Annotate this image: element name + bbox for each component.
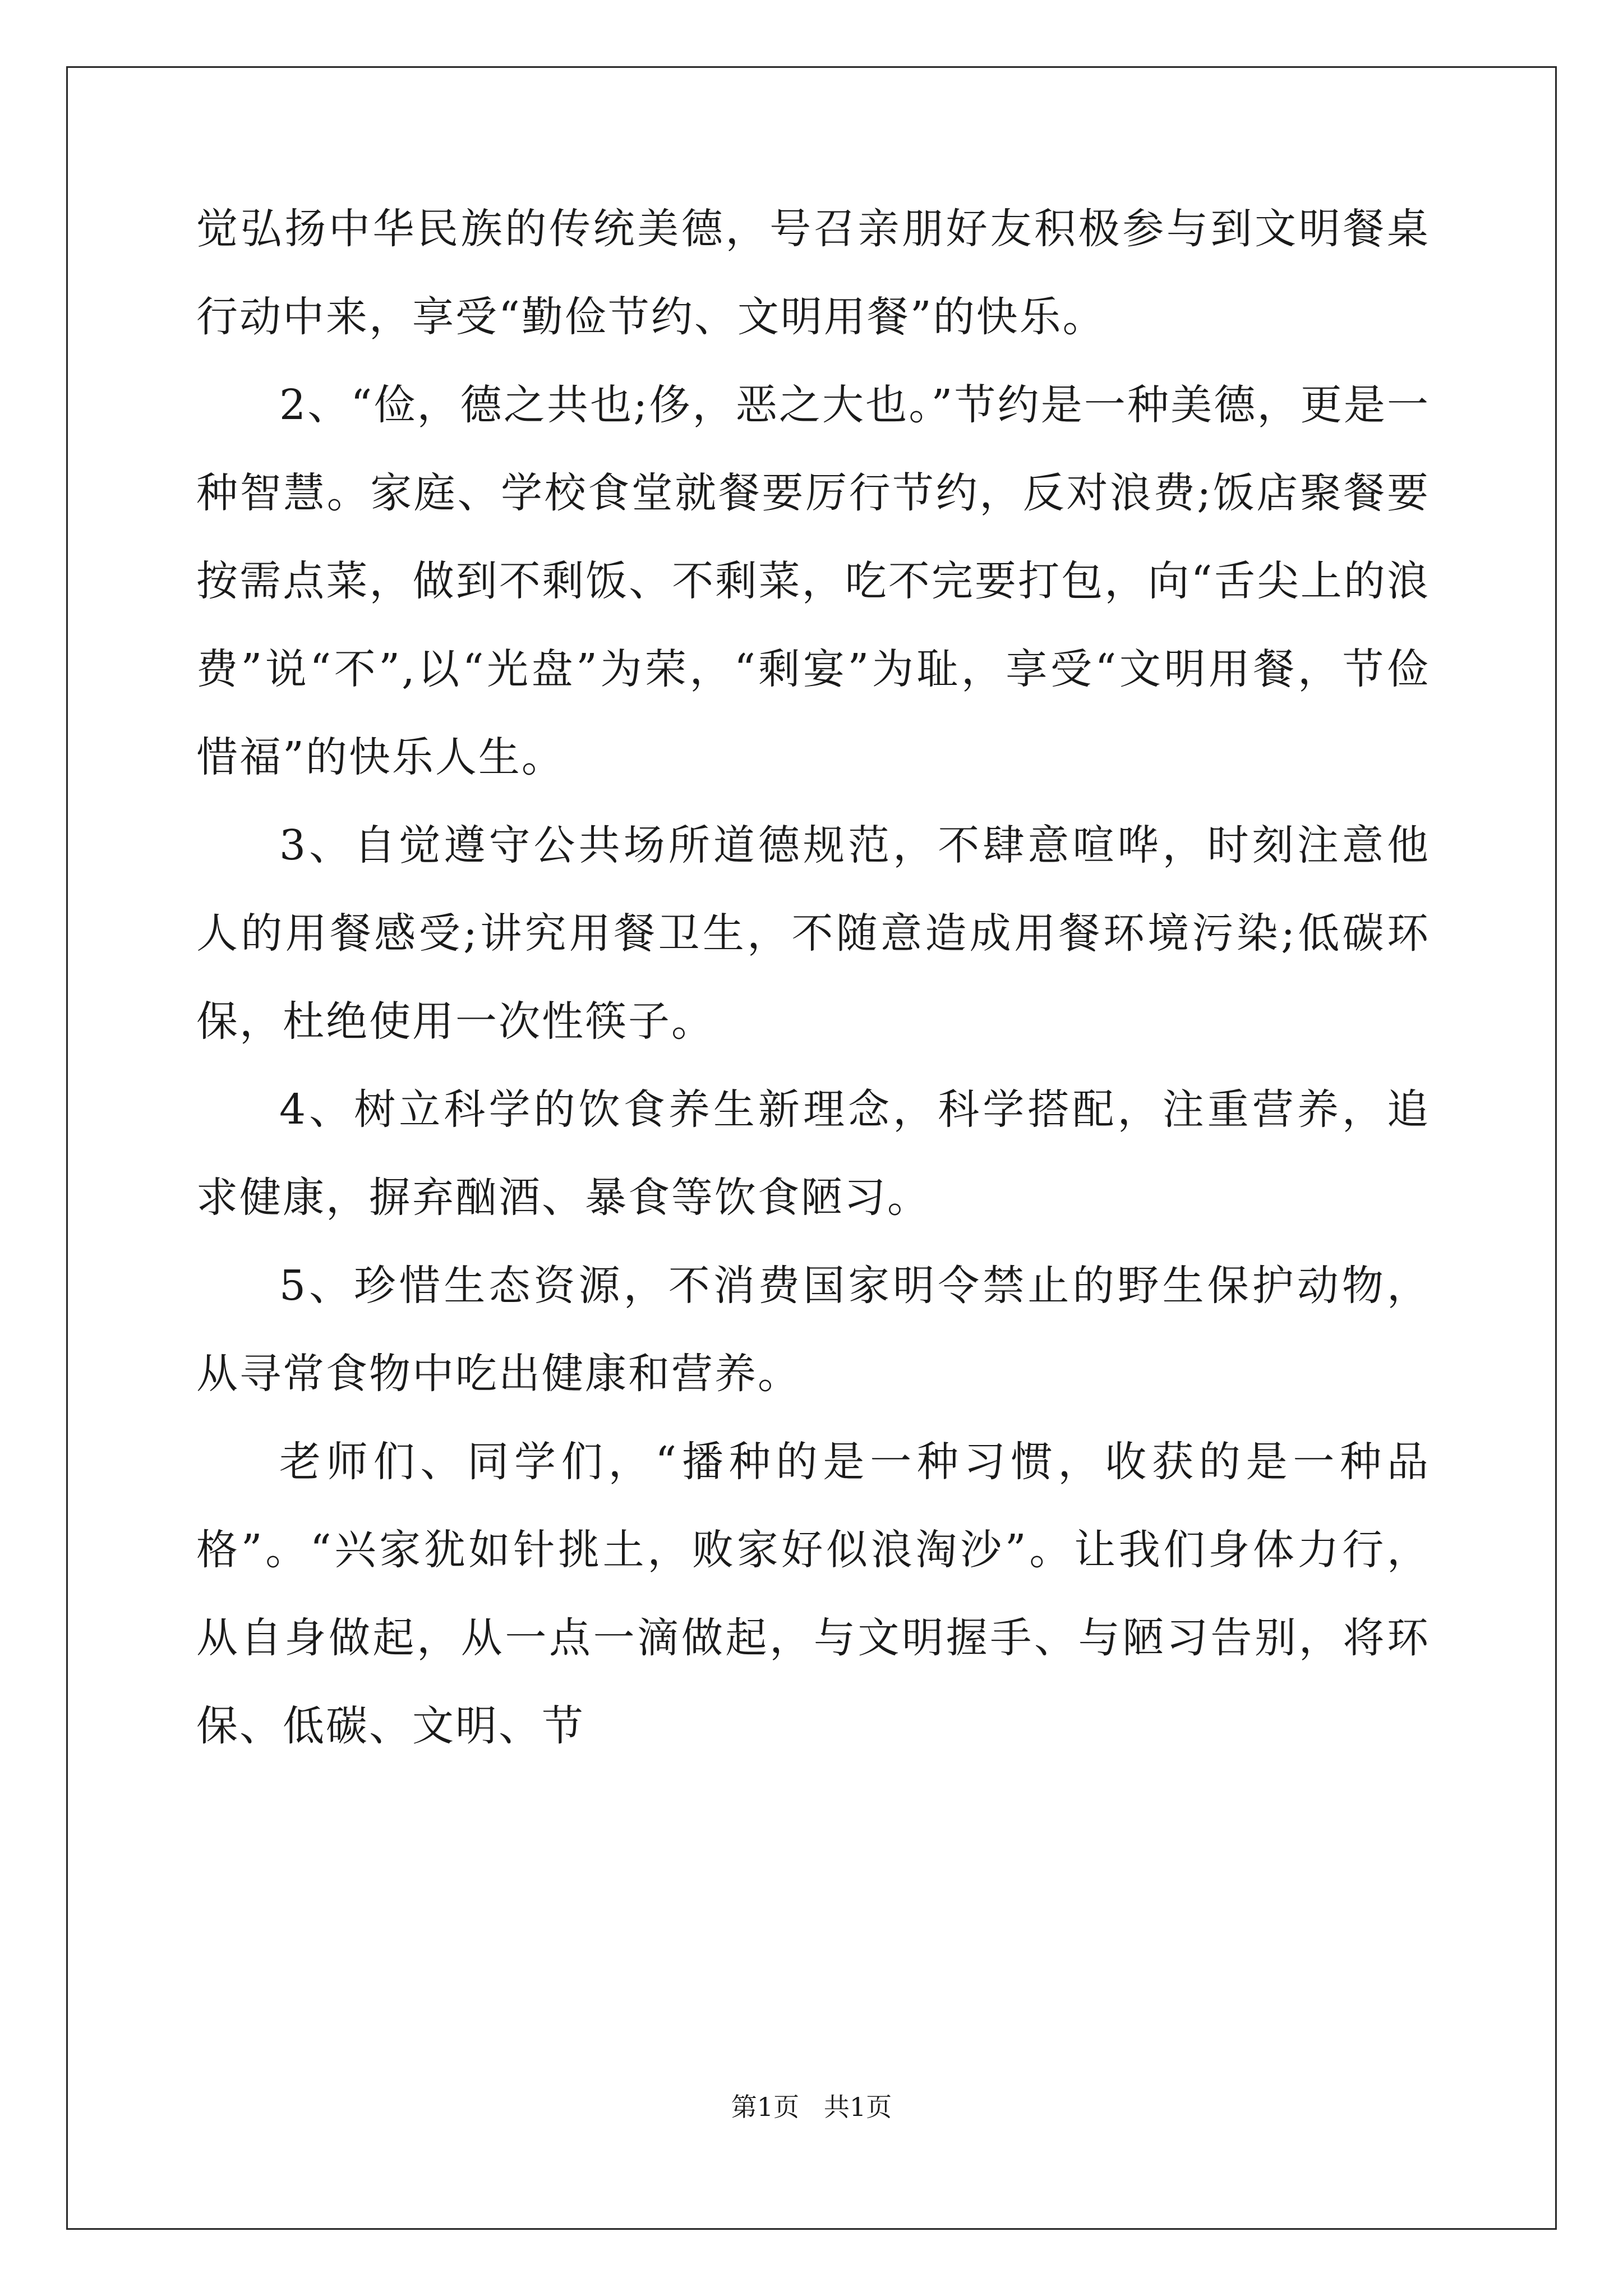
paragraph-item-5: 5、珍惜生态资源，不消费国家明令禁止的野生保护动物，从寻常食物中吃出健康和营养。 bbox=[196, 1262, 1430, 1398]
document-body bbox=[196, 185, 1430, 1770]
paragraph-continuation: 觉弘扬中华民族的传统美德，号召亲朋好友积极参与到文明餐桌行动中来，享受“勤俭节约、文明用餐”的快乐。 bbox=[196, 205, 1430, 341]
paragraph-item-3: 3、自觉遵守公共场所道德规范，不肆意喧哗，时刻注意他人的用餐感受;讲究用餐卫生，不随意造成用餐环境污染;低碳环保，杜绝使用一次性筷子。 bbox=[196, 821, 1430, 1046]
paragraph-item-2: 2、“俭，德之共也;侈，恶之大也。”节约是一种美德，更是一种智慧。家庭、学校食堂就餐要厉行节约，反对浪费;饭店聚餐要按需点菜，做到不剩饭、不剩菜，吃不完要打包，向“舌尖上的浪费”说“不”,以“光盘”为荣，“剩宴”为耻，享受“文明用餐，节俭惜福”的快乐人生。 bbox=[196, 381, 1430, 781]
page-number-footer: 第1页 共1页 bbox=[731, 2092, 892, 2122]
paragraph-item-4: 4、树立科学的饮食养生新理念，科学搭配，注重营养，追求健康，摒弃酗酒、暴食等饮食陋习。 bbox=[196, 1085, 1430, 1222]
paragraph-closing: 老师们、同学们，“播种的是一种习惯，收获的是一种品格”。“兴家犹如针挑土，败家好似浪淘沙”。让我们身体力行，从自身做起，从一点一滴做起，与文明握手、与陋习告别，将环保、低碳、文明、节 bbox=[196, 1438, 1430, 1750]
